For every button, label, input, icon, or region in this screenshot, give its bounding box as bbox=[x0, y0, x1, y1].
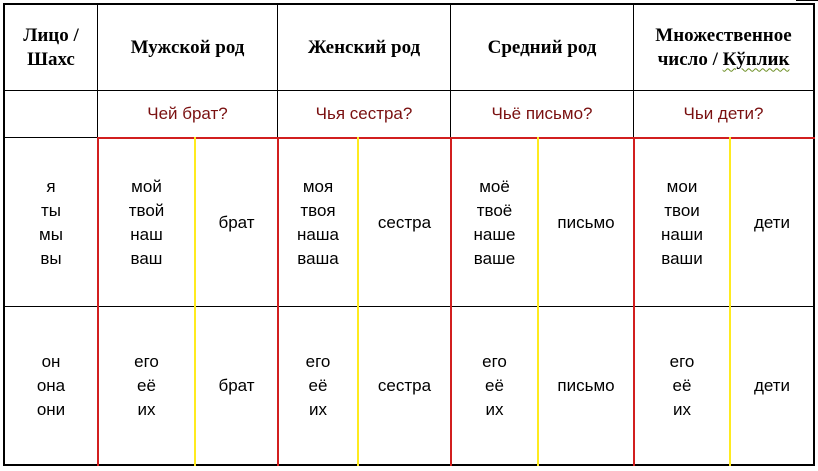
row1-feminine-pronouns bbox=[279, 139, 357, 306]
row1-persons bbox=[5, 139, 97, 306]
table-border-right bbox=[813, 3, 815, 466]
pronoun: их bbox=[673, 399, 691, 419]
pronoun: его bbox=[482, 351, 507, 371]
row1-masculine-pronouns bbox=[99, 139, 194, 306]
question-neuter: Чьё письмо? bbox=[491, 104, 593, 123]
pronoun: её bbox=[485, 375, 504, 395]
header-person bbox=[5, 5, 97, 90]
row2-persons bbox=[5, 307, 97, 464]
header-feminine: Женский род bbox=[307, 36, 421, 58]
row1-plural-noun: дети bbox=[753, 212, 791, 232]
pronoun: мои bbox=[666, 176, 698, 196]
row1-neuter-noun: письмо bbox=[557, 212, 615, 232]
pronoun: его bbox=[134, 351, 159, 371]
row2-masculine-pronouns bbox=[99, 307, 194, 464]
pronoun: наш bbox=[130, 224, 163, 244]
row1-feminine-noun: сестра bbox=[377, 212, 432, 232]
header-plural-line1: Множественное bbox=[655, 24, 792, 46]
header-plural bbox=[634, 5, 813, 90]
row2-neuter-pronouns bbox=[452, 307, 537, 464]
pronoun: их bbox=[485, 399, 504, 419]
pronoun: ваш bbox=[130, 248, 163, 268]
pronoun: моя bbox=[302, 176, 334, 196]
pronoun: его bbox=[305, 351, 331, 371]
pronoun: твои bbox=[664, 200, 700, 220]
row2-feminine-noun: сестра bbox=[377, 375, 432, 395]
question-plural: Чьи дети? bbox=[683, 104, 764, 123]
row1-person: я bbox=[46, 176, 56, 196]
header-person-line2: Шахс bbox=[27, 48, 75, 70]
pronoun: ваша bbox=[297, 248, 339, 268]
pronoun: её bbox=[137, 375, 156, 395]
header-plural-line2a: число / bbox=[657, 48, 723, 70]
row1-masculine-noun: брат bbox=[218, 212, 255, 232]
pronoun: их bbox=[137, 399, 156, 419]
question-masculine: Чей брат? bbox=[147, 104, 228, 123]
row2-person: она bbox=[36, 375, 66, 395]
row2-plural-pronouns bbox=[635, 307, 729, 464]
row2-plural-noun: дети bbox=[753, 375, 791, 395]
table-border-bottom bbox=[3, 464, 815, 466]
header-plural-uzbek: Кўплик bbox=[722, 48, 790, 70]
pronoun: моё bbox=[479, 176, 510, 196]
pronoun: её bbox=[308, 375, 328, 395]
row1-person: мы bbox=[39, 224, 63, 244]
header-plural-line2 bbox=[655, 48, 791, 72]
row2-masculine-noun: брат bbox=[218, 375, 255, 395]
pronoun: наши bbox=[661, 224, 703, 244]
row2-feminine-pronouns bbox=[279, 307, 357, 464]
pronoun: твоё bbox=[476, 200, 513, 220]
page-edge-mark bbox=[796, 0, 818, 1]
row1-person: ты bbox=[40, 200, 61, 220]
row2-person: он bbox=[41, 351, 61, 371]
header-masculine: Мужской род bbox=[130, 36, 245, 58]
pronoun: мой bbox=[131, 176, 162, 196]
question-row-divider bbox=[3, 137, 98, 138]
pronoun: её bbox=[672, 375, 692, 395]
question-feminine: Чья сестра? bbox=[315, 104, 413, 123]
row1-person: вы bbox=[40, 248, 62, 268]
pronoun: наша bbox=[297, 224, 339, 244]
row2-neuter-noun: письмо bbox=[557, 375, 615, 395]
row1-plural-pronouns bbox=[635, 139, 729, 306]
pronoun: твой bbox=[128, 200, 165, 220]
header-neuter: Средний род bbox=[487, 36, 597, 58]
pronoun: ваше bbox=[473, 248, 516, 268]
row1-neuter-pronouns bbox=[452, 139, 537, 306]
pronoun: их bbox=[309, 399, 327, 419]
pronoun: его bbox=[669, 351, 695, 371]
pronoun: наше bbox=[473, 224, 516, 244]
pronoun: ваши bbox=[661, 248, 703, 268]
header-person-line1: Лицо / bbox=[23, 24, 79, 46]
pronoun: твоя bbox=[300, 200, 336, 220]
row2-person: они bbox=[36, 399, 66, 419]
